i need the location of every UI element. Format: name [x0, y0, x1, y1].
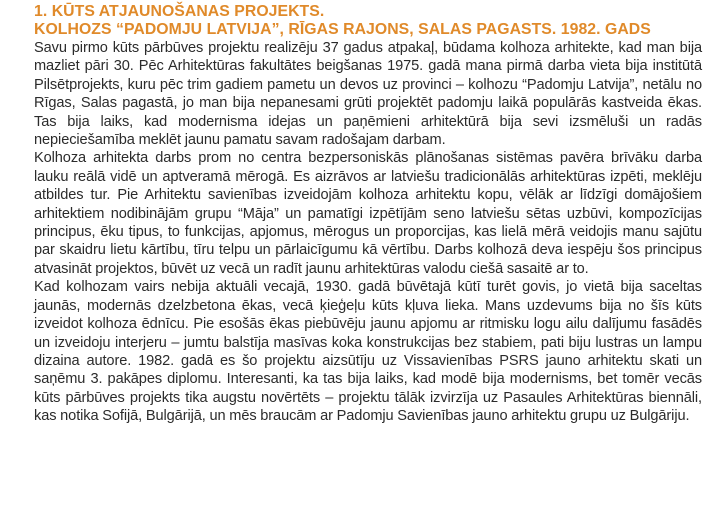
- paragraph-3: Kad kolhozam vairs nebija aktuāli vecajā, 1930. gadā būvētajā kūtī turēt govis, jo vietā bija saceltas jaunās, modernās dzelzbetona ēkas, vecā ķieģeļu kūts kļuva lieka. Mans uzdevums bija no šīs kūts izveidot kolhoza ēdnīcu. Pie esošās ēkas piebūvēju jaunu apjomu ar ritmisku logu ailu dalījumu fasādēs un izveidoju interjeru – jumtu balstīja masīvas koka konstrukcijas bez stabiem, pati biju lustras un lampu dizaina autore. 1982. gadā es šo projektu aizsūtīju uz Vissavienības PSRS jauno arhitektu skati un saņēmu 3. pakāpes diplomu. Interesanti, ka tas bija laiks, kad modē bija modernisms, bet tomēr vecās kūts pārbūves projekts tika augstu novērtēts – projektu tālāk izvirzīja uz Pasaules Arhitektūras biennāli, kas notika Sofijā, Bulgārijā, un mēs braucām ar Padomju Savienības jauno arhitektu grupu uz Bulgāriju.: [34, 279, 702, 425]
- article-title-line-2: KOLHOZS “PADOMJU LATVIJA”, RĪGAS RAJONS, SALAS PAGASTS. 1982. GADS: [34, 21, 651, 38]
- paragraph-1: Savu pirmo kūts pārbūves projektu realizēju 37 gadus atpakaļ, būdama kolhoza arhitekte, kad man bija mazliet pāri 30. Pēc Arhitektūras fakultātes beigšanas 1975. gadā mana pirmā darba vieta bija institūtā Pilsētprojekts, kuru pēc trim gadiem pametu un devos uz provinci – kolhozu “Padomju Latvija”, netālu no Rīgas, Salas pagastā, jo man bija nepanesami grūti projektēt padomju laikā populārās kastveida ēkas. Tas bija laiks, kad modernisma idejas un paņēmieni arhitektūrā bija sevi izsmēluši un radās nepieciešamība meklēt jaunu pamatu savam radošajam darbam.: [34, 40, 702, 149]
- article: [34, 3, 702, 426]
- paragraph-2: Kolhoza arhitekta darbs prom no centra bezpersoniskās plānošanas sistēmas pavēra brīvāku darba lauku reālā vidē un aptveramā mērogā. Es aizrāvos ar latviešu tradicionālās arhitektūras izpēti, meklēju atbildes tur. Pie Arhitektu savienības izveidojām kolhoza arhitektu kopu, vēlāk ar līdzīgi domājošiem arhitektiem nodibinājām grupu “Māja” un pamatīgi izpētījām seno latviešu sētas uzbūvi, kompozīcijas principus, ēku tipus, to funkcijas, apjomus, mērogus un proporcijas, kas lielā mērā veidojis manu sajūtu par skaidru lietu kārtību, tīru telpu un pārlaicīgumu kā vērtību. Darbs kolhozā deva iespēju šos principus atvasināt projektos, būvēt uz vecā un radīt jaunu arhitektūras valodu ciešā sasaitē ar to.: [34, 150, 702, 277]
- article-title-line-1: 1. KŪTS ATJAUNOŠANAS PROJEKTS.: [34, 3, 325, 20]
